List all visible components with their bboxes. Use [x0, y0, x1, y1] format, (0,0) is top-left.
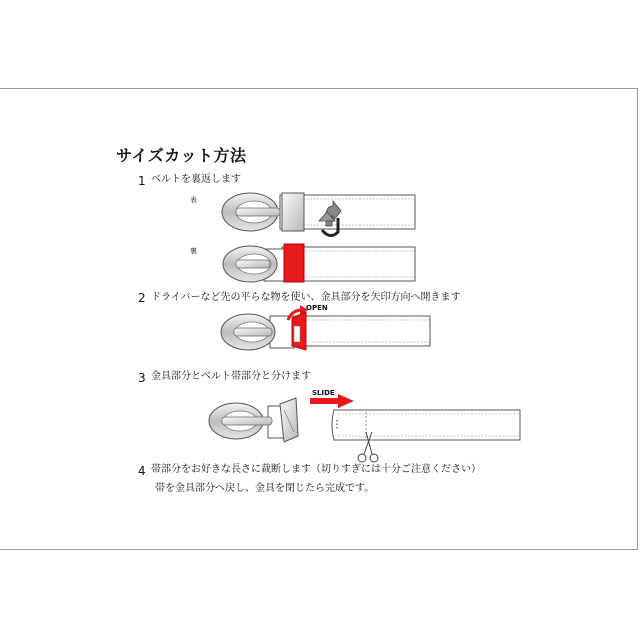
belt-front-illustration — [222, 193, 415, 231]
back-label: 裏 — [190, 247, 197, 255]
belt-back-illustration — [223, 244, 415, 282]
belt-open-illustration — [221, 312, 430, 350]
step-3-number: 3 — [138, 371, 146, 385]
slide-arrow-icon — [310, 394, 354, 408]
buckle-separated-illustration — [209, 398, 298, 442]
page-title: サイズカット方法 — [116, 146, 247, 165]
step-1-text: ベルトを裏返します — [151, 174, 241, 185]
front-label: 表 — [190, 196, 197, 204]
step-4-text-2: 帯を金具部分へ戻し、金具を閉じたら完成です。 — [155, 483, 375, 494]
slide-label: SLIDE — [312, 389, 335, 397]
belt-strap-illustration — [332, 410, 520, 440]
step-2-text: ドライバーなど先の平らな物を使い、金具部分を矢印方向へ開きます — [151, 292, 461, 303]
step-4-number: 4 — [138, 464, 146, 478]
open-label: OPEN — [306, 304, 328, 312]
step-2-number: 2 — [138, 291, 146, 305]
step-1-number: 1 — [138, 174, 146, 188]
step-4-text: 帯部分をお好きな長さに裁断します（切りすぎには十分ご注意ください） — [151, 464, 481, 475]
step-3-text: 金具部分とベルト帯部分と分けます — [151, 371, 311, 382]
